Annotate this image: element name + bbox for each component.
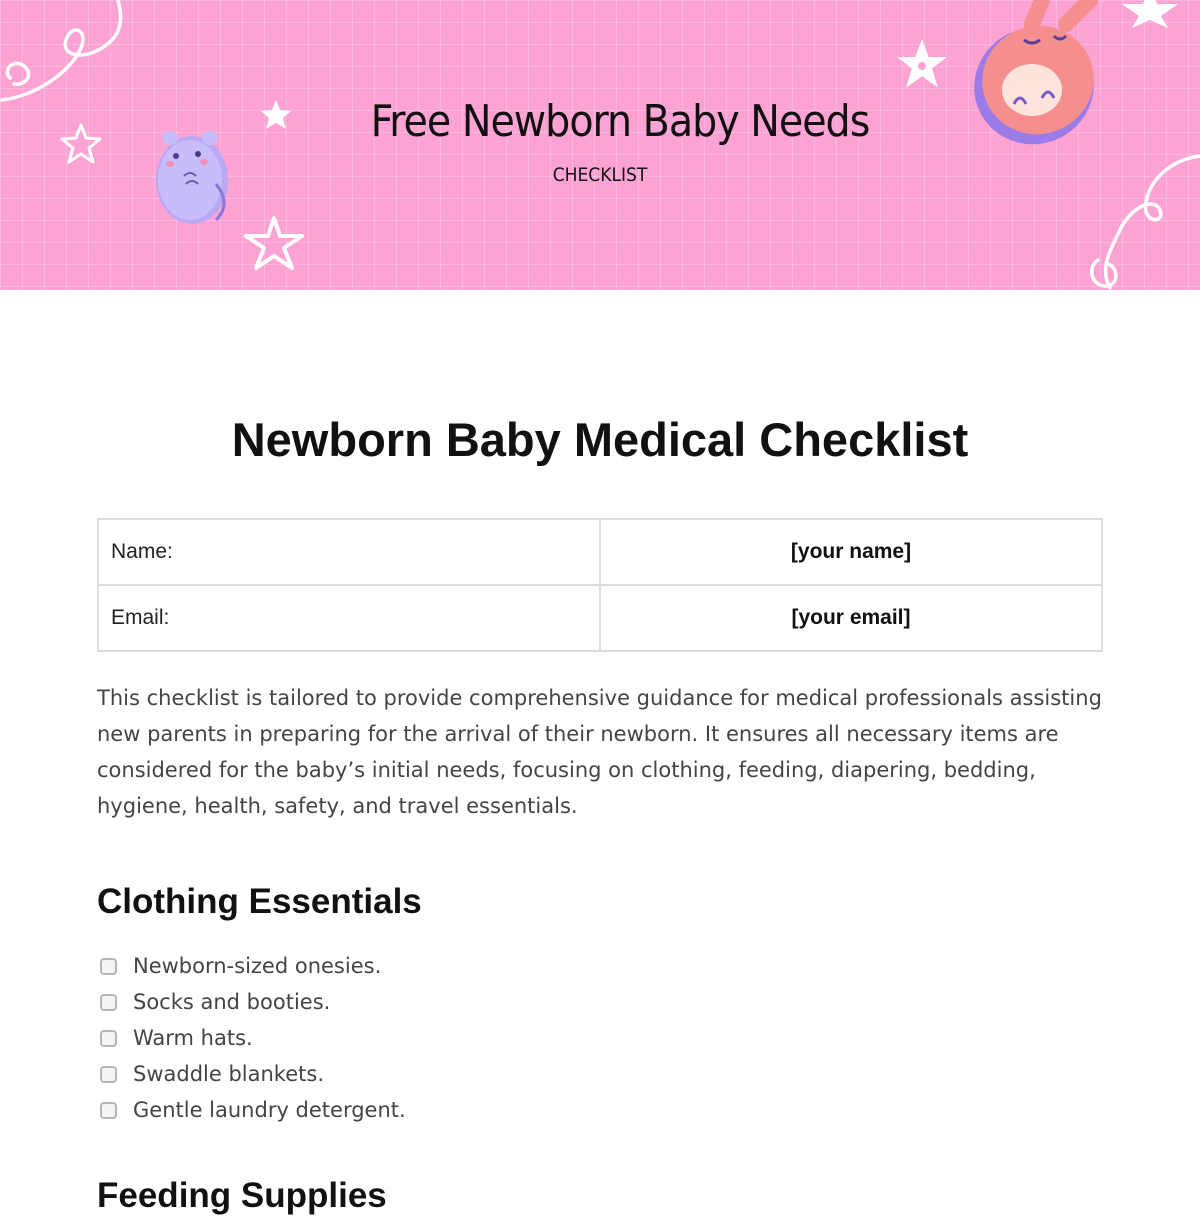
email-label: Email: [98, 585, 600, 651]
name-field[interactable]: [your name] [600, 519, 1102, 585]
star-icon [1120, 0, 1180, 28]
email-field[interactable]: [your email] [600, 585, 1102, 651]
intro-paragraph: This checklist is tailored to provide comprehensive guidance for medical professionals assisting new parents in preparing for the arrival of their newborn. It ensures all necessary items are considered for the baby’s initial needs, focusing on clothing, feeding, diapering, bedding, hygiene, health, safety, and travel essentials. [97, 686, 1102, 818]
list-item-label: Gentle laundry detergent. [133, 1098, 406, 1122]
checkbox[interactable] [100, 958, 117, 975]
page-title: Newborn Baby Medical Checklist [231, 413, 969, 466]
info-table [97, 518, 1103, 652]
section-heading-clothing: Clothing Essentials [97, 882, 422, 921]
clothing-checklist [100, 948, 406, 1128]
swirl-icon [0, 0, 140, 110]
list-item-label: Newborn-sized onesies. [133, 954, 382, 978]
banner-subtitle: CHECKLIST [552, 164, 648, 186]
list-item [100, 1056, 406, 1092]
star-icon [244, 214, 306, 272]
list-item-label: Socks and booties. [133, 990, 331, 1014]
list-item-label: Warm hats. [133, 1026, 253, 1050]
checkbox[interactable] [100, 1102, 117, 1119]
star-icon [898, 40, 946, 88]
table-row [98, 519, 1102, 585]
list-item [100, 1020, 406, 1056]
list-item [100, 948, 406, 984]
header-banner [0, 0, 1200, 290]
name-label: Name: [98, 519, 600, 585]
checkbox[interactable] [100, 994, 117, 1011]
list-item [100, 984, 406, 1020]
section-heading-feeding: Feeding Supplies [97, 1176, 387, 1215]
list-item [100, 1092, 406, 1128]
checkbox[interactable] [100, 1066, 117, 1083]
banner-title: Free Newborn Baby Needs [370, 96, 870, 147]
list-item-label: Swaddle blankets. [133, 1062, 324, 1086]
table-row [98, 585, 1102, 651]
checkbox[interactable] [100, 1030, 117, 1047]
